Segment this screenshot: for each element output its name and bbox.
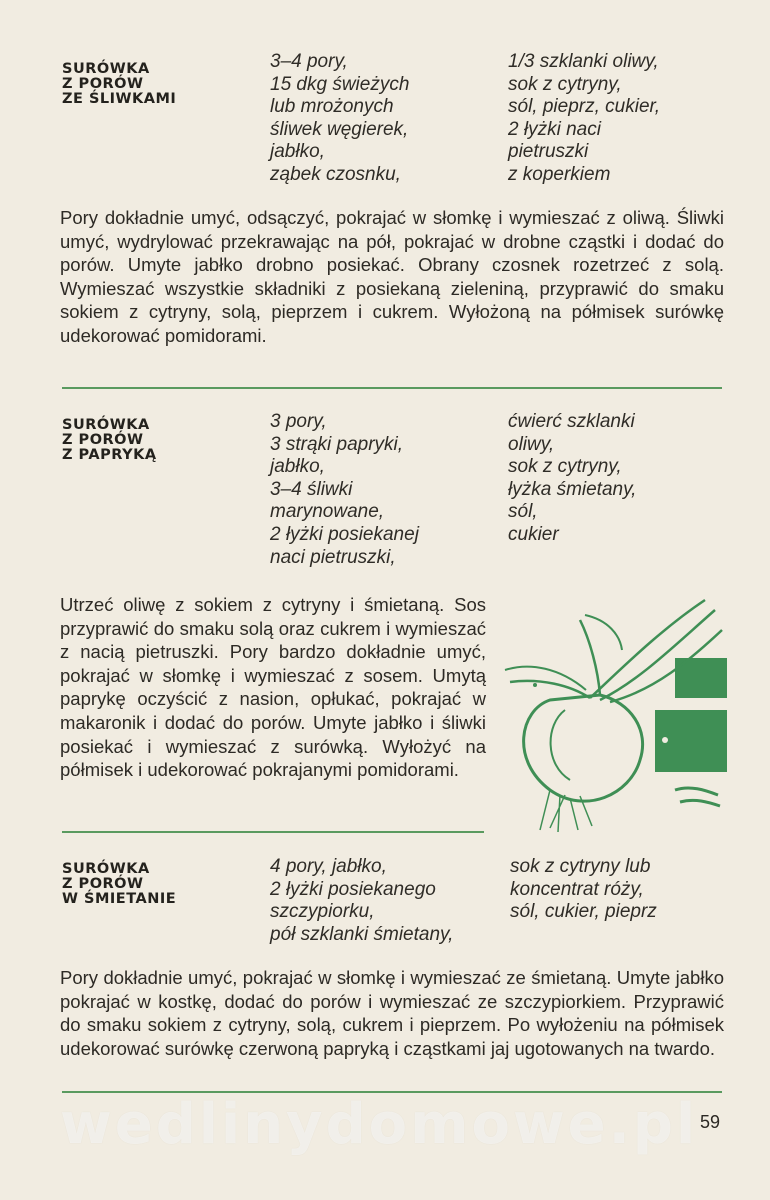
recipe-3-ingredients-col1: 4 pory, jabłko, 2 łyżki posiekanego szczypiorku, pół szklanki śmietany, — [270, 856, 454, 945]
watermark: wedlinydomowe.pl — [60, 1092, 699, 1157]
leek-leaf-4 — [580, 620, 600, 695]
recipe-3-ingredients-col2: sok z cytryny lub koncentrat róży, sól, cukier, pieprz — [510, 856, 657, 923]
recipe-2-ingredients-col1: 3 pory, 3 strąki papryki, jabłko, 3–4 śliwki marynowane, 2 łyżki posiekanej naci pietruszki, — [270, 411, 419, 568]
leek-illustration — [490, 590, 730, 835]
page-number: 59 — [700, 1112, 721, 1132]
illustration-dot-2 — [662, 737, 668, 743]
illustration-dot-1 — [533, 683, 537, 687]
section-divider — [62, 831, 484, 833]
illustration-flourish — [675, 788, 720, 806]
recipe-1-ingredients-col1: 3–4 pory, 15 dkg świeżych lub mrożonych śliwek węgierek, jabłko, ząbek czosnku, — [270, 51, 410, 185]
recipe-2-title: SURÓWKA Z PORÓW Z PAPRYKĄ — [62, 417, 157, 463]
recipe-1-instructions: Pory dokładnie umyć, odsączyć, pokrajać w słomkę i wymieszać z oliwą. Śliwki umyć, wydrylować przekrawając na pół, pokrajać w drobne cząstki i dodać do porów. Umyte jabłko drobno posiekać. Obrany czosnek rozetrzeć z solą. Wymieszać wszystkie składniki z posiekaną zieleniną, przyprawić do smaku sokiem z cytryny, solą, pieprzem i cukrem. Wyłożoną na półmisek surówkę udekorować pomidorami. — [60, 207, 724, 346]
leek-bulb — [524, 695, 643, 801]
leek-bulb-inner — [551, 710, 570, 780]
leek-leaf-7 — [505, 667, 586, 690]
recipe-3-instructions: Pory dokładnie umyć, pokrajać w słomkę i wymieszać ze śmietaną. Umyte jabłko pokrajać w kostkę, dodać do porów i wymieszać ze szczypiorkiem. Przyprawić do smaku sokiem z cytryny, solą, cukrem i pieprzem. Po wyłożeniu na półmisek udekorować surówkę czerwoną papryką i cząstkami jaj ugotowanych na twardo. — [60, 967, 724, 1059]
recipe-2-instructions: Utrzeć oliwę z sokiem z cytryny i śmietaną. Sos przyprawić do smaku solą oraz cukrem i wymieszać z nacią pietruszki. Pory bardzo dokładnie umyć, pokrajać w słomkę i wymieszać z sosem. Umytą paprykę oczyścić z nasion, opłukać, pokrajać w makaronik i dodać do porów. Umyte jabłko i śliwki posiekać i wymieszać z surówką. Wyłożyć na półmisek i udekorować pokrajanymi pomidorami. — [60, 594, 486, 781]
recipe-3-title: SURÓWKA Z PORÓW W ŚMIETANIE — [62, 861, 177, 907]
recipe-1-title: SURÓWKA Z PORÓW ZE ŚLIWKAMI — [62, 61, 177, 107]
section-divider — [62, 387, 722, 389]
leek-roots — [540, 790, 592, 832]
recipe-1-ingredients-col2: 1/3 szklanki oliwy, sok z cytryny, sól, pieprz, cukier, 2 łyżki naci pietruszki z koperkiem — [508, 51, 661, 185]
recipe-2-ingredients-col2: ćwierć szklanki oliwy, sok z cytryny, łyżka śmietany, sól, cukier — [508, 411, 637, 545]
